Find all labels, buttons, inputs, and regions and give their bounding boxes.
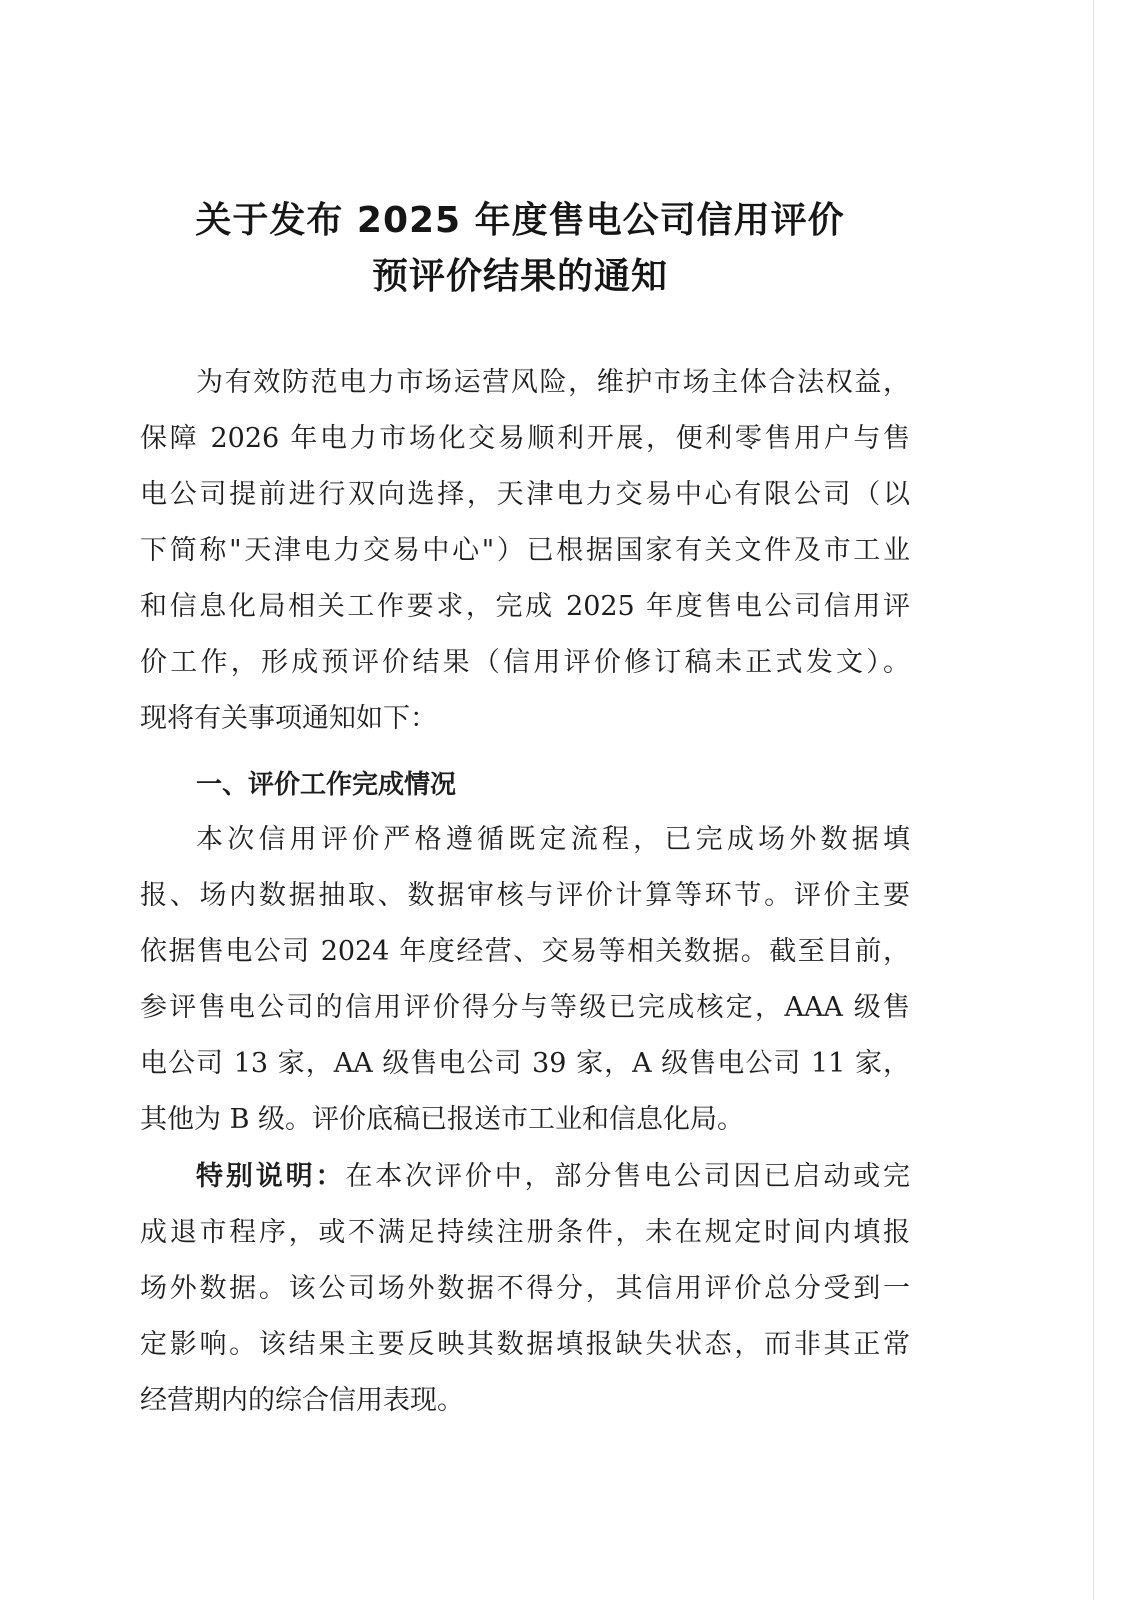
intro-line-2: 保障 2026 年电力市场化交易顺利开展，便利零售用户与售 bbox=[140, 423, 910, 454]
section-1-heading: 一、评价工作完成情况 bbox=[196, 770, 457, 800]
intro-line-3: 电公司提前进行双向选择，天津电力交易中心有限公司（以 bbox=[140, 479, 910, 510]
special-note-label: 特别说明： bbox=[196, 1161, 346, 1192]
special-note-line-1 bbox=[196, 1157, 910, 1197]
notice-title-line-1: 关于发布 2025 年度售电公司信用评价 bbox=[195, 200, 845, 241]
section-1-line-1: 本次信用评价严格遵循既定流程，已完成场外数据填 bbox=[196, 824, 910, 855]
intro-line-5: 和信息化局相关工作要求，完成 2025 年度售电公司信用评 bbox=[140, 591, 910, 622]
section-1-line-2: 报、场内数据抽取、数据审核与评价计算等环节。评价主要 bbox=[140, 880, 910, 911]
special-note-line-2: 成退市程序，或不满足持续注册条件，未在规定时间内填报 bbox=[140, 1217, 910, 1248]
intro-line-6: 价工作，形成预评价结果（信用评价修订稿未正式发文）。 bbox=[140, 647, 910, 678]
section-1-line-5: 电公司 13 家，AA 级售电公司 39 家，A 级售电公司 11 家， bbox=[140, 1048, 910, 1079]
intro-line-4: 下简称"天津电力交易中心"）已根据国家有关文件及市工业 bbox=[140, 535, 910, 566]
notice-title-line-2: 预评价结果的通知 bbox=[371, 256, 668, 297]
special-note-line-5: 经营期内的综合信用表现。 bbox=[140, 1385, 464, 1416]
intro-line-7: 现将有关事项通知如下： bbox=[140, 703, 437, 734]
special-note-line-4: 定影响。该结果主要反映其数据填报缺失状态，而非其正常 bbox=[140, 1329, 910, 1360]
section-1-line-3: 依据售电公司 2024 年度经营、交易等相关数据。截至目前， bbox=[140, 936, 910, 967]
special-note-line-3: 场外数据。该公司场外数据不得分，其信用评价总分受到一 bbox=[140, 1273, 910, 1304]
page-edge-divider bbox=[1093, 0, 1094, 1600]
special-note-first-text: 在本次评价中，部分售电公司因已启动或完 bbox=[345, 1161, 911, 1192]
intro-line-1: 为有效防范电力市场运营风险，维护市场主体合法权益， bbox=[196, 367, 910, 398]
section-1-line-6: 其他为 B 级。评价底稿已报送市工业和信息化局。 bbox=[140, 1104, 745, 1135]
section-1-line-4: 参评售电公司的信用评价得分与等级已完成核定，AAA 级售 bbox=[140, 992, 910, 1023]
